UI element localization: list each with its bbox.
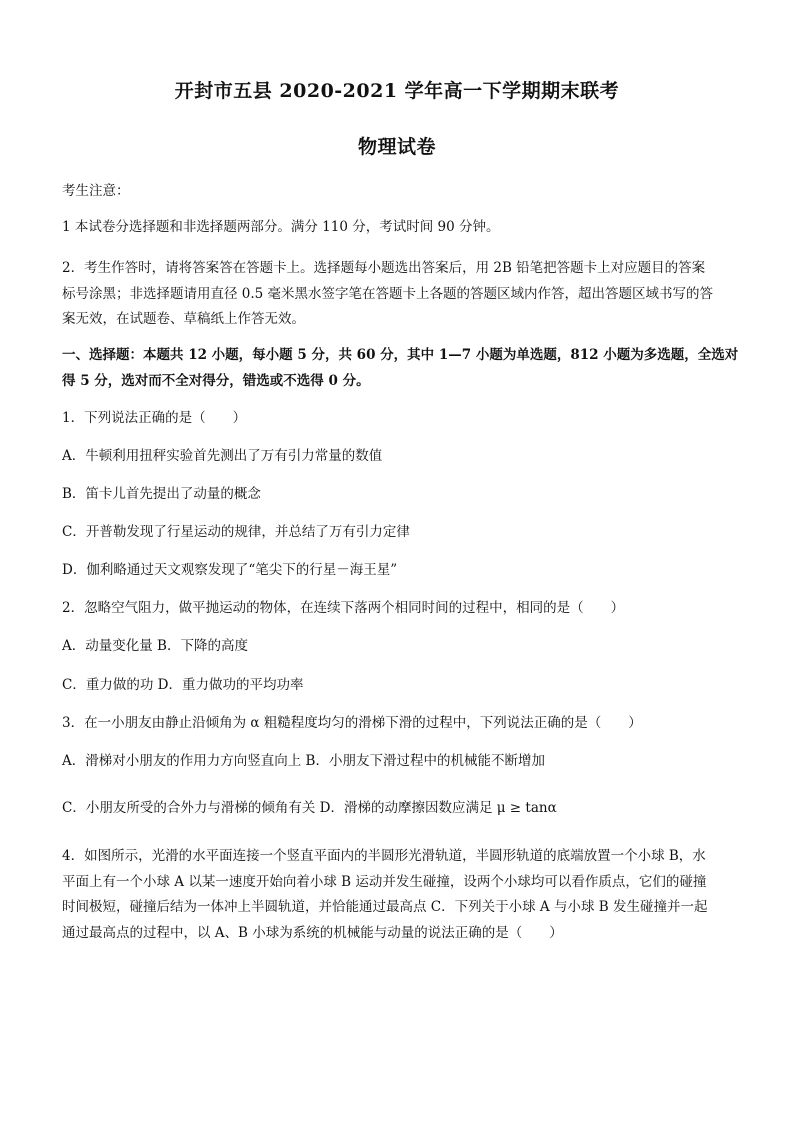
notice-heading: 考生注意： [62, 183, 130, 199]
q4-stem-line-4: 通过最高点的过程中，以 A、B 小球为系统的机械能与动量的说法正确的是（ ） [62, 925, 563, 941]
q4-stem-line-1: 4．如图所示，光滑的水平面连接一个竖直平面内的半圆形光滑轨道，半圆形轨道的底端放置一个小球 B，水 [62, 848, 706, 864]
page-subtitle: 物理试卷 [357, 136, 436, 158]
notice-item-1: 1 本试卷分选择题和非选择题两部分。满分 110 分，考试时间 90 分钟。 [62, 219, 500, 235]
q2-stem: 2．忽略空气阻力，做平抛运动的物体，在连续下落两个相同时间的过程中，相同的是（ ） [62, 600, 625, 616]
q1-option-b: B．笛卡儿首先提出了动量的概念 [62, 486, 261, 502]
q3-options-ab: A．滑梯对小朋友的作用力方向竖直向上 B．小朋友下滑过程中的机械能不断增加 [62, 753, 545, 769]
section-heading-line-1: 一、选择题：本题共 12 小题，每小题 5 分，共 60 分，其中 1—7 小题为单选题，812 小题为多选题，全选对 [62, 347, 739, 363]
notice-item-2-line-1: 2．考生作答时，请将答案答在答题卡上。选择题每小题选出答案后，用 2B 铅笔把答题卡上对应题目的答案 [62, 260, 706, 276]
q1-option-a: A．牛顿利用扭秤实验首先测出了万有引力常量的数值 [62, 448, 383, 464]
q1-option-c: C．开普勒发现了行星运动的规律，并总结了万有引力定律 [62, 524, 410, 540]
q2-options-cd: C．重力做的功 D．重力做功的平均功率 [62, 677, 304, 693]
q4-stem-line-3: 时间极短，碰撞后结为一体冲上半圆轨道，并恰能通过最高点 C．下列关于小球 A 与小球 B 发生碰撞并一起 [62, 899, 708, 915]
q3-options-cd: C．小朋友所受的合外力与滑梯的倾角有关 D．滑梯的动摩擦因数应满足 μ ≥ tanα [62, 800, 557, 816]
q1-stem: 1．下列说法正确的是（ ） [62, 410, 247, 426]
page-title: 开封市五县 2020-2021 学年高一下学期期末联考 [174, 80, 620, 102]
q1-option-d: D．伽利略通过天文观察发现了“笔尖下的行星－海王星” [62, 562, 398, 578]
notice-item-2-line-2: 标号涂黑；非选择题请用直径 0.5 毫米黑水签字笔在答题卡上各题的答题区域内作答，超出答题区域书写的答 [62, 286, 714, 302]
q2-options-ab: A．动量变化量 B．下降的高度 [62, 638, 248, 654]
q4-stem-line-2: 平面上有一个小球 A 以某一速度开始向着小球 B 运动并发生碰撞，设两个小球均可以看作质点，它们的碰撞 [62, 874, 707, 890]
q3-stem: 3．在一小朋友由静止沿倾角为 α 粗糙程度均匀的滑梯下滑的过程中，下列说法正确的是（ ） [62, 715, 642, 731]
notice-item-2-line-3: 案无效，在试题卷、草稿纸上作答无效。 [62, 311, 305, 327]
section-heading-line-2: 得 5 分，选对而不全对得分，错选或不选得 0 分。 [62, 373, 370, 389]
